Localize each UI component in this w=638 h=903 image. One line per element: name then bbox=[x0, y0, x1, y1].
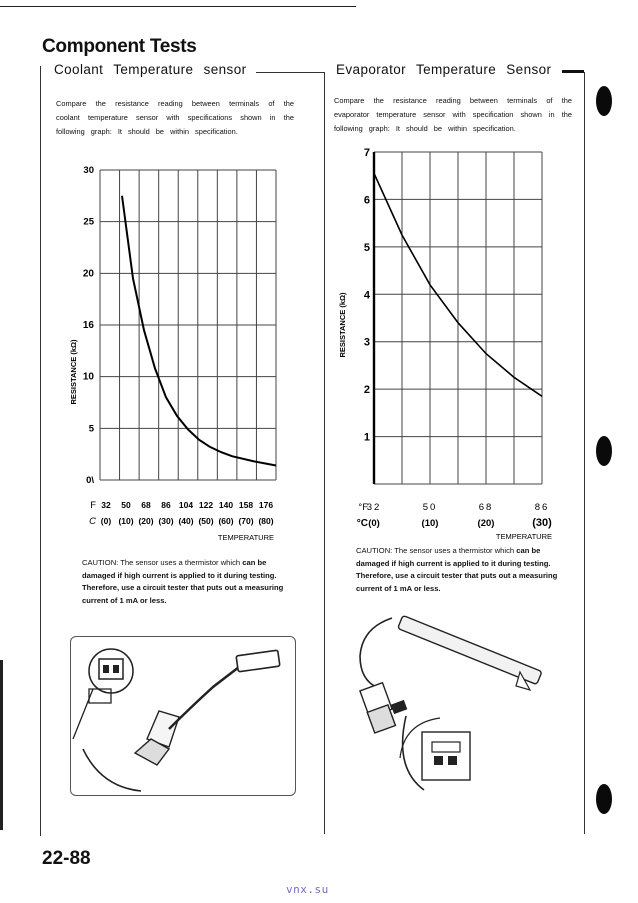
coolant-c-tick-label: (60) bbox=[218, 516, 234, 526]
coolant-y-tick-label: 30 bbox=[83, 165, 94, 176]
coolant-y-axis-label: RESISTANCE (kΩ) bbox=[69, 339, 78, 405]
evaporator-c-tick-label: (20) bbox=[477, 518, 495, 529]
left-column-border bbox=[40, 66, 41, 836]
coolant-f-prefix: F bbox=[90, 500, 96, 511]
binding-edge-mark bbox=[0, 660, 3, 830]
coolant-title-rule bbox=[256, 72, 324, 73]
evaporator-title-rule bbox=[562, 70, 584, 73]
coolant-caution-body: can be damaged if high current is applied to it during testing. Therefore, use a circuit tester that puts out a measuring current of 1 mA or less. bbox=[82, 558, 284, 605]
watermark: vnx.su bbox=[286, 883, 329, 896]
evaporator-sensor-drawing bbox=[344, 608, 576, 804]
evaporator-y-tick-label: 3 bbox=[363, 336, 370, 349]
sensor-lead-wire bbox=[169, 667, 239, 729]
coolant-resistance-chart bbox=[56, 162, 296, 548]
coolant-instructions: Compare the resistance reading between terminals of the coolant temperature sensor with specifications shown in the following graph: It should be within specification. bbox=[56, 99, 294, 136]
evaporator-y-tick-label: 1 bbox=[363, 431, 370, 444]
coolant-c-tick-label: (0) bbox=[100, 516, 112, 526]
margin-bullet-bottom bbox=[596, 784, 612, 814]
coolant-c-tick-label: (70) bbox=[238, 516, 254, 526]
evaporator-chart-grid bbox=[374, 152, 542, 484]
evaporator-c-tick-label: (0) bbox=[368, 518, 380, 529]
evaporator-caution-body: can be damaged if high current is applied to it during testing. Therefore, use a circuit tester that puts out a measuring current of 1 mA or less. bbox=[356, 546, 558, 593]
coolant-f-tick-label: 32 bbox=[101, 500, 111, 510]
evaporator-y-axis-label: RESISTANCE (kΩ) bbox=[338, 292, 347, 358]
evaporator-y-tick-label: 7 bbox=[363, 147, 370, 159]
coolant-f-tick-label: 176 bbox=[258, 500, 274, 510]
evaporator-resistance-chart bbox=[336, 142, 568, 542]
evaporator-c-tick-label: (10) bbox=[421, 518, 439, 529]
coolant-f-tick-label: 158 bbox=[238, 500, 254, 510]
right-column-border bbox=[584, 72, 585, 834]
coolant-c-tick-label: (50) bbox=[198, 516, 214, 526]
evaporator-y-tick-label: 2 bbox=[363, 384, 370, 397]
evaporator-f-tick-label: 68 bbox=[478, 502, 494, 513]
margin-bullet-middle bbox=[596, 436, 612, 466]
sensor-body bbox=[236, 650, 280, 672]
evaporator-f-tick-label: 50 bbox=[422, 502, 438, 513]
coolant-c-prefix: C bbox=[89, 516, 96, 527]
coolant-c-tick-label: (80) bbox=[258, 516, 274, 526]
coolant-caution bbox=[82, 557, 292, 607]
coolant-f-tick-label: 50 bbox=[121, 500, 131, 510]
coolant-sensor-illustration bbox=[70, 636, 296, 796]
evaporator-c-tick-label: (30) bbox=[532, 517, 552, 529]
coolant-c-tick-label: (30) bbox=[158, 516, 174, 526]
coolant-y-tick-label: 0\ bbox=[86, 475, 94, 486]
page-number: 22-88 bbox=[42, 848, 91, 869]
evaporator-instructions: Compare the resistance reading between terminals of the evaporator temperature sensor with specification shown in the following graph: It should be within specification. bbox=[334, 96, 572, 133]
evaporator-y-tick-label: 4 bbox=[363, 289, 370, 302]
coolant-f-tick-label: 86 bbox=[161, 500, 171, 510]
sensor-lead-wire bbox=[360, 618, 392, 688]
connector-face-view bbox=[422, 732, 470, 780]
evaporator-x-axis-label: TEMPERATURE bbox=[495, 532, 552, 541]
connector-face-view bbox=[89, 649, 133, 693]
evaporator-c-prefix: °C bbox=[356, 518, 368, 529]
evaporator-caution-lead: CAUTION: The sensor uses a thermistor which bbox=[356, 546, 515, 555]
section-title: Component Tests bbox=[42, 36, 197, 57]
column-divider bbox=[324, 72, 325, 834]
coolant-f-tick-label: 68 bbox=[141, 500, 151, 510]
coolant-sensor-drawing bbox=[71, 637, 295, 795]
coolant-resistance-curve bbox=[122, 196, 276, 466]
evaporator-f-tick-label: 32 bbox=[366, 502, 382, 513]
coolant-y-tick-label: 10 bbox=[82, 371, 94, 383]
evaporator-caution bbox=[356, 545, 568, 595]
coolant-c-tick-label: (40) bbox=[178, 516, 194, 526]
coolant-section-title: Coolant Temperature sensor bbox=[54, 62, 247, 77]
margin-bullet-top bbox=[596, 86, 612, 116]
top-rule bbox=[0, 6, 356, 7]
coolant-y-tick-label: 20 bbox=[82, 268, 94, 280]
coolant-caution-lead: CAUTION: The sensor uses a thermistor which bbox=[82, 558, 241, 567]
coolant-y-tick-label: 25 bbox=[83, 216, 94, 228]
coolant-x-axis-label: TEMPERATURE bbox=[217, 533, 274, 542]
evaporator-sensor-illustration bbox=[344, 608, 576, 804]
evaporator-f-tick-label: 86 bbox=[534, 502, 550, 513]
evaporator-y-tick-label: 6 bbox=[363, 194, 370, 207]
evaporator-f-prefix: °F bbox=[358, 502, 368, 513]
coolant-y-tick-label: 5 bbox=[88, 423, 94, 435]
evaporator-y-tick-label: 5 bbox=[363, 241, 370, 254]
coolant-f-tick-label: 104 bbox=[178, 500, 194, 510]
coolant-f-tick-label: 122 bbox=[198, 500, 214, 510]
coolant-y-tick-label: 16 bbox=[82, 320, 94, 331]
coolant-chart-grid bbox=[100, 170, 276, 480]
coolant-c-tick-label: (10) bbox=[118, 516, 134, 526]
coolant-c-tick-label: (20) bbox=[138, 516, 154, 526]
evaporator-section-title: Evaporator Temperature Sensor bbox=[336, 62, 552, 77]
coolant-f-tick-label: 140 bbox=[218, 500, 234, 510]
